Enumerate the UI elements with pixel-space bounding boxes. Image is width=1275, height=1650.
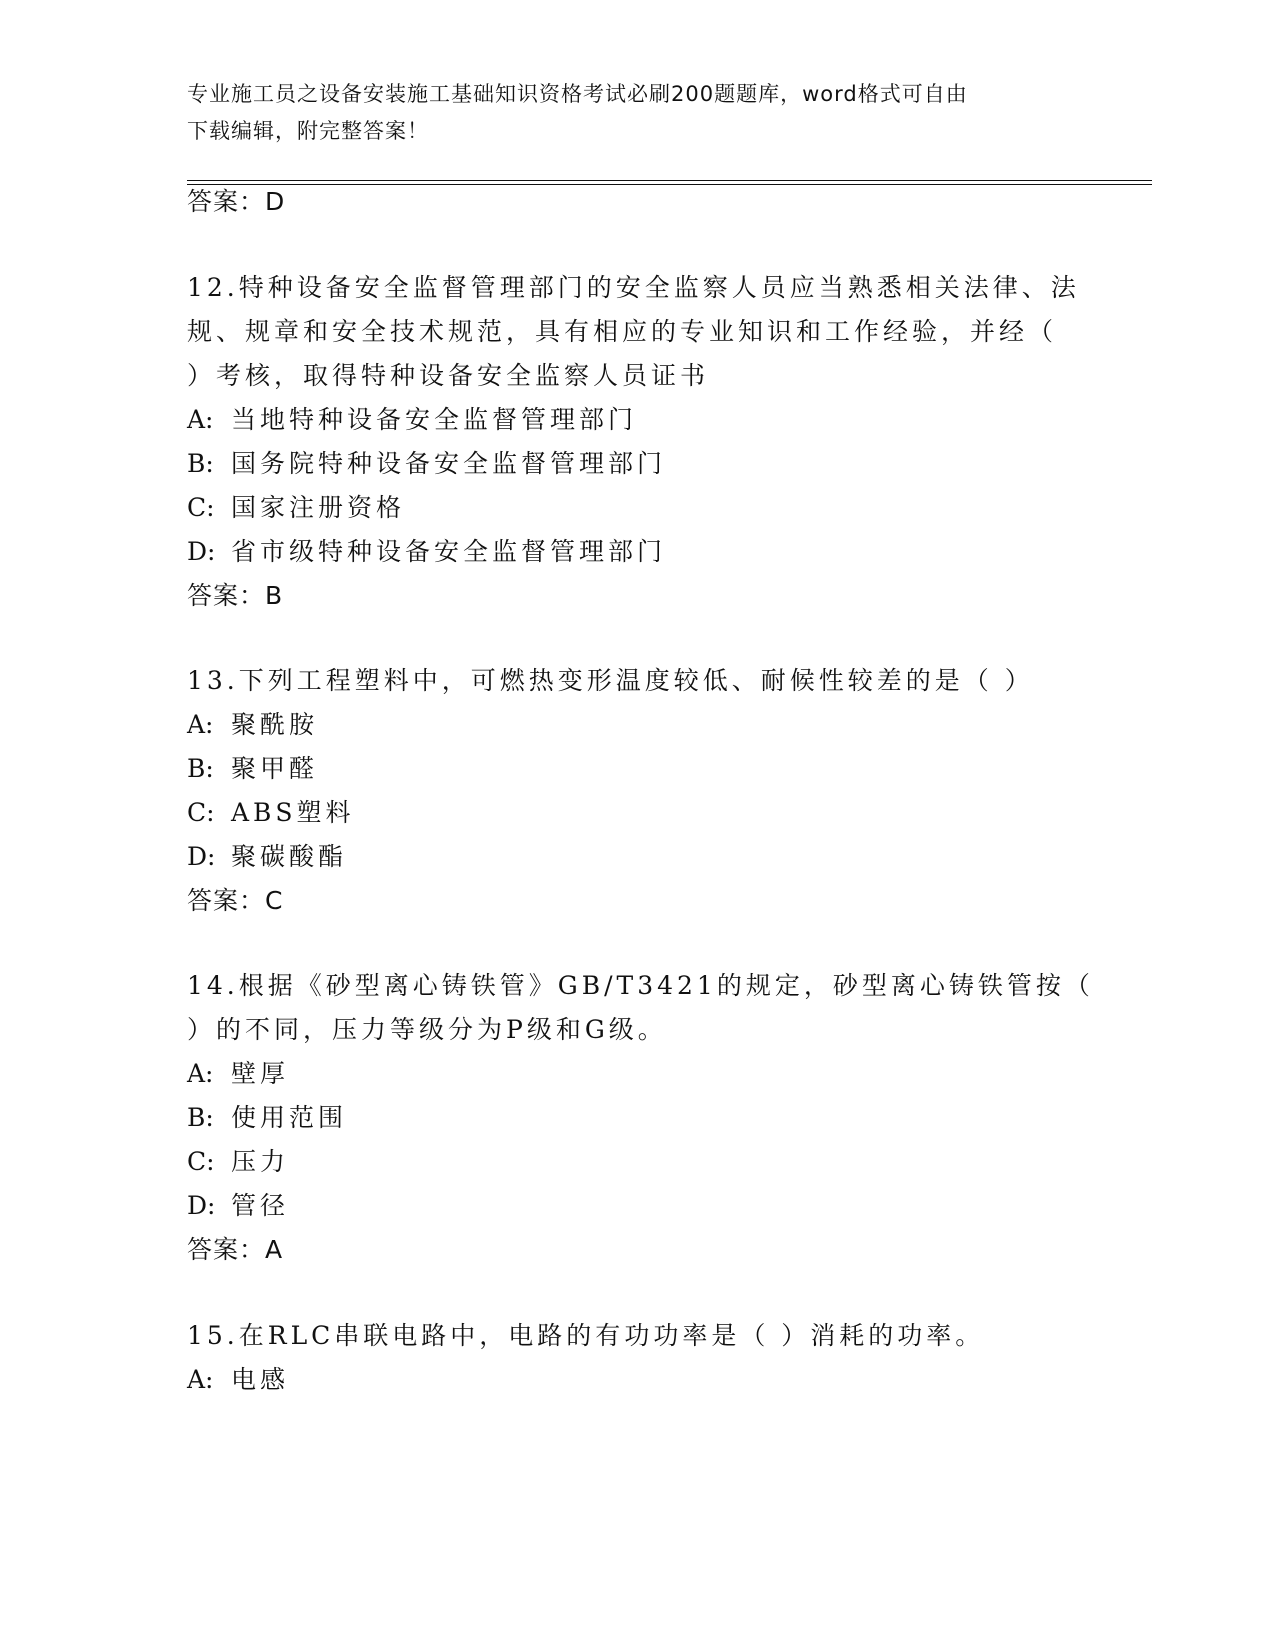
question-14-line-1: 14.根据《砂型离心铸铁管》GB/T3421的规定，砂型离心铸铁管按（ [187, 971, 1094, 1000]
header-line-1: 专业施工员之设备安装施工基础知识资格考试必刷200题题库，word格式可自由 [187, 82, 968, 106]
option-letter: D: [187, 842, 216, 871]
document-header [187, 76, 1087, 150]
header-divider-top [187, 180, 1152, 181]
question-15-option-a [187, 1363, 289, 1397]
question-13-option-a [187, 708, 318, 742]
option-letter: A: [187, 1059, 214, 1088]
question-12-line-2: 规、规章和安全技术规范，具有相应的专业知识和工作经验，并经（ [187, 317, 1058, 346]
question-12-option-b [187, 447, 666, 481]
question-12-answer: 答案：B [187, 581, 284, 610]
option-text: 管径 [231, 1191, 290, 1220]
option-text: 国务院特种设备安全监督管理部门 [231, 449, 667, 478]
header-divider-bottom [187, 184, 1152, 185]
question-12-line-1: 12.特种设备安全监督管理部门的安全监察人员应当熟悉相关法律、法 [187, 273, 1080, 302]
option-text: 省市级特种设备安全监督管理部门 [231, 537, 667, 566]
option-letter: C: [187, 1147, 215, 1176]
option-letter: A: [187, 710, 214, 739]
option-text: 使用范围 [231, 1103, 348, 1132]
header-line-2: 下载编辑，附完整答案！ [187, 119, 429, 143]
option-text: 国家注册资格 [231, 493, 406, 522]
question-13-option-d [187, 840, 347, 874]
question-14-option-a [187, 1057, 289, 1091]
question-12-option-d [187, 535, 666, 569]
question-12-option-c [187, 491, 405, 525]
option-letter: A: [187, 1365, 214, 1394]
question-13-line-1: 13.下列工程塑料中，可燃热变形温度较低、耐候性较差的是（ ） [187, 666, 1034, 695]
option-text: 聚酰胺 [231, 710, 319, 739]
option-text: 压力 [231, 1147, 290, 1176]
question-12-line-3: ）考核，取得特种设备安全监察人员证书 [187, 361, 710, 390]
question-14-answer: 答案：A [187, 1235, 284, 1264]
question-13-answer: 答案：C [187, 886, 284, 915]
option-text: 聚甲醛 [231, 754, 319, 783]
option-letter: B: [187, 449, 214, 478]
option-text: 电感 [231, 1365, 290, 1394]
option-text: ABS塑料 [231, 798, 355, 827]
question-13-option-c [187, 796, 355, 830]
question-15-line-1: 15.在RLC串联电路中，电路的有功功率是（ ）消耗的功率。 [187, 1321, 985, 1350]
option-letter: D: [187, 1191, 216, 1220]
question-14-line-2: ）的不同，压力等级分为P级和G级。 [187, 1015, 667, 1044]
option-text: 壁厚 [231, 1059, 290, 1088]
option-letter: D: [187, 537, 216, 566]
question-14-option-c [187, 1145, 289, 1179]
option-letter: B: [187, 754, 214, 783]
question-12-option-a [187, 403, 637, 437]
option-letter: C: [187, 798, 215, 827]
option-text: 聚碳酸酯 [231, 842, 348, 871]
option-letter: A: [187, 405, 214, 434]
option-text: 当地特种设备安全监督管理部门 [231, 405, 638, 434]
question-13-option-b [187, 752, 318, 786]
question-14-option-d [187, 1189, 289, 1223]
option-letter: B: [187, 1103, 214, 1132]
option-letter: C: [187, 493, 215, 522]
question-14-option-b [187, 1101, 347, 1135]
previous-answer: 答案：D [187, 187, 286, 216]
